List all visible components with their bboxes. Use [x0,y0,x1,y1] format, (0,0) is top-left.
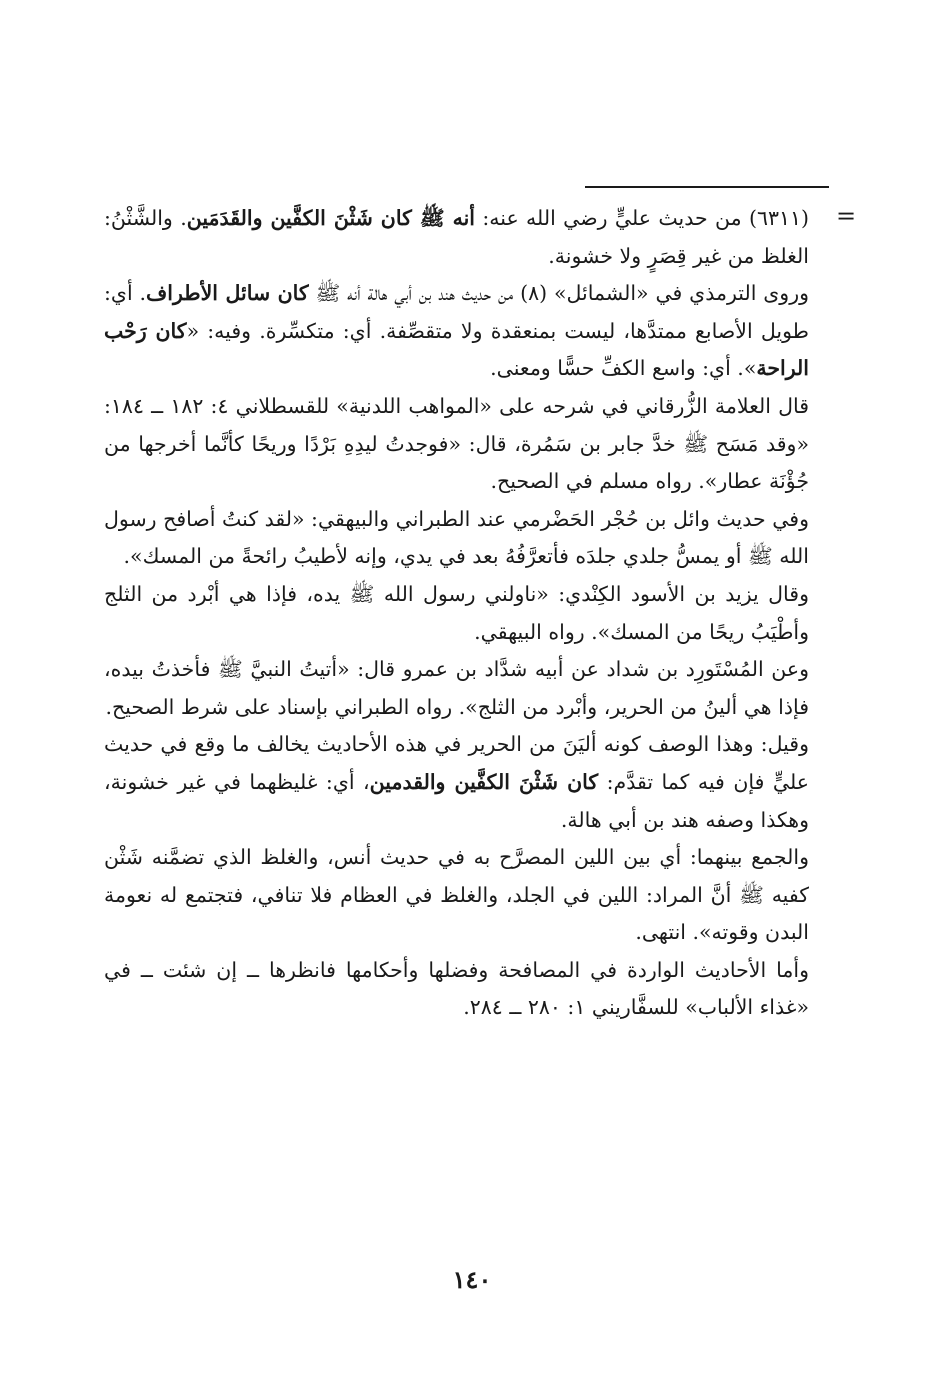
footnote-paragraph [104,839,809,952]
bold-text-run: كان رَحْب الراحة [104,318,809,381]
footnote-paragraph [104,388,809,501]
footnote-paragraph [104,651,809,726]
footnote-paragraph [104,275,809,388]
text-run: وروى الترمذي في «الشمائل» (٨) من حديث هند بن أبي هالة أنه ﷺ [308,281,810,306]
text-run: ». أي: واسع الكفِّ حسًّا ومعنى. [490,356,757,381]
bold-text-run: كان شَثْنَ الكفَّين والقدمين [369,769,599,794]
text-run: ، أي: غليظهما في غير خشونة، وهكذا وصفه هند بن أبي هالة. [104,769,809,832]
page-number: ١٤٠ [452,1265,492,1294]
text-run: والجمع بينهما: أي بين اللين المصرَّح به في حديث أنس، والغلظ الذي تضمَّنه شَثْن كفيه ﷺ أنَّ المراد: اللين في الجلد، والغلظ في العظام فلا تنافي، فتجتمع له نعومة البدن وقوته». انتهى. [104,845,809,945]
footnote-separator-rule [585,186,829,188]
bold-text-run: كان سائل الأطراف [146,281,309,306]
text-run: وأما الأحاديث الواردة في المصافحة وفضلها وأحكامها فانظرها ــ إن شئت ــ في «غذاء الألباب» للسفَّاريني ١: ٢٨٠ ــ ٢٨٤. [104,957,809,1020]
text-run: وقيل: وهذا الوصف كونه أليَنَ من الحرير في هذه الأحاديث يخالف ما وقع في حديث عليٍّ فإن فيه كما تقدَّم: [104,732,810,794]
text-run: وفي حديث وائل بن حُجْر الحَضْرمي عند الطبراني والبيهقي: «لقد كنتُ أصافح رسول الله ﷺ أو يمسُّ جلدي جلدَه فأتعرَّفُهُ بعد في يدي، وإنه لأطيبُ رائحةً من المسك». [104,506,809,569]
bold-text-run: أنه ﷺ كان شَثْنَ الكفَّين والقَدَمَين [186,206,475,230]
text-run: . والشَّثْنُ: الغلظ من غير قِصَرٍ ولا خشونة. [104,206,809,268]
text-run: وعن المُسْتَورِد بن شداد عن أبيه شدَّاد بن عمرو قال: «أتيتُ النبيَّ ﷺ فأخذتُ بيده، فإذا هي ألينُ من الحرير، وأبْرد من الثلج». رواه الطبراني بإسناد على شرط الصحيح. [104,657,809,719]
text-run: . أي: طويل الأصابع ممتدَّها، ليست بمنعقدة ولا متقصِّفة. أي: متكسِّرة. وفيه: « [104,281,809,343]
footnote-paragraph [104,952,809,1027]
text-run: قال العلامة الزُّرقاني في شرحه على «المواهب اللدنية» للقسطلاني ٤: ١٨٢ ــ ١٨٤: «وقد مَسَح ﷺ خدَّ جابر بن سَمُرة، قال: «فوجدتُ ليدِهِ بَرْدًا وريحًا كأنَّما أخرجها من جُؤْنَة عطار». رواه مسلم في الصحيح. [104,393,810,494]
footnote-paragraph [104,200,809,275]
text-run: (٦٣١١) من حديث عليٍّ رضي الله عنه: [475,206,809,230]
footnote-text [104,200,809,1027]
text-run: وقال يزيد بن الأسود الكِنْدي: «ناولني رسول الله ﷺ يده، فإذا هي أبْرد من الثلج وأطْيَبُ ريحًا من المسك». رواه البيهقي. [104,581,809,644]
footnote-paragraph [104,501,809,576]
footnote-continuation-mark: = [836,202,857,230]
footnote-paragraph [104,576,809,651]
footnote-paragraph [104,726,809,839]
